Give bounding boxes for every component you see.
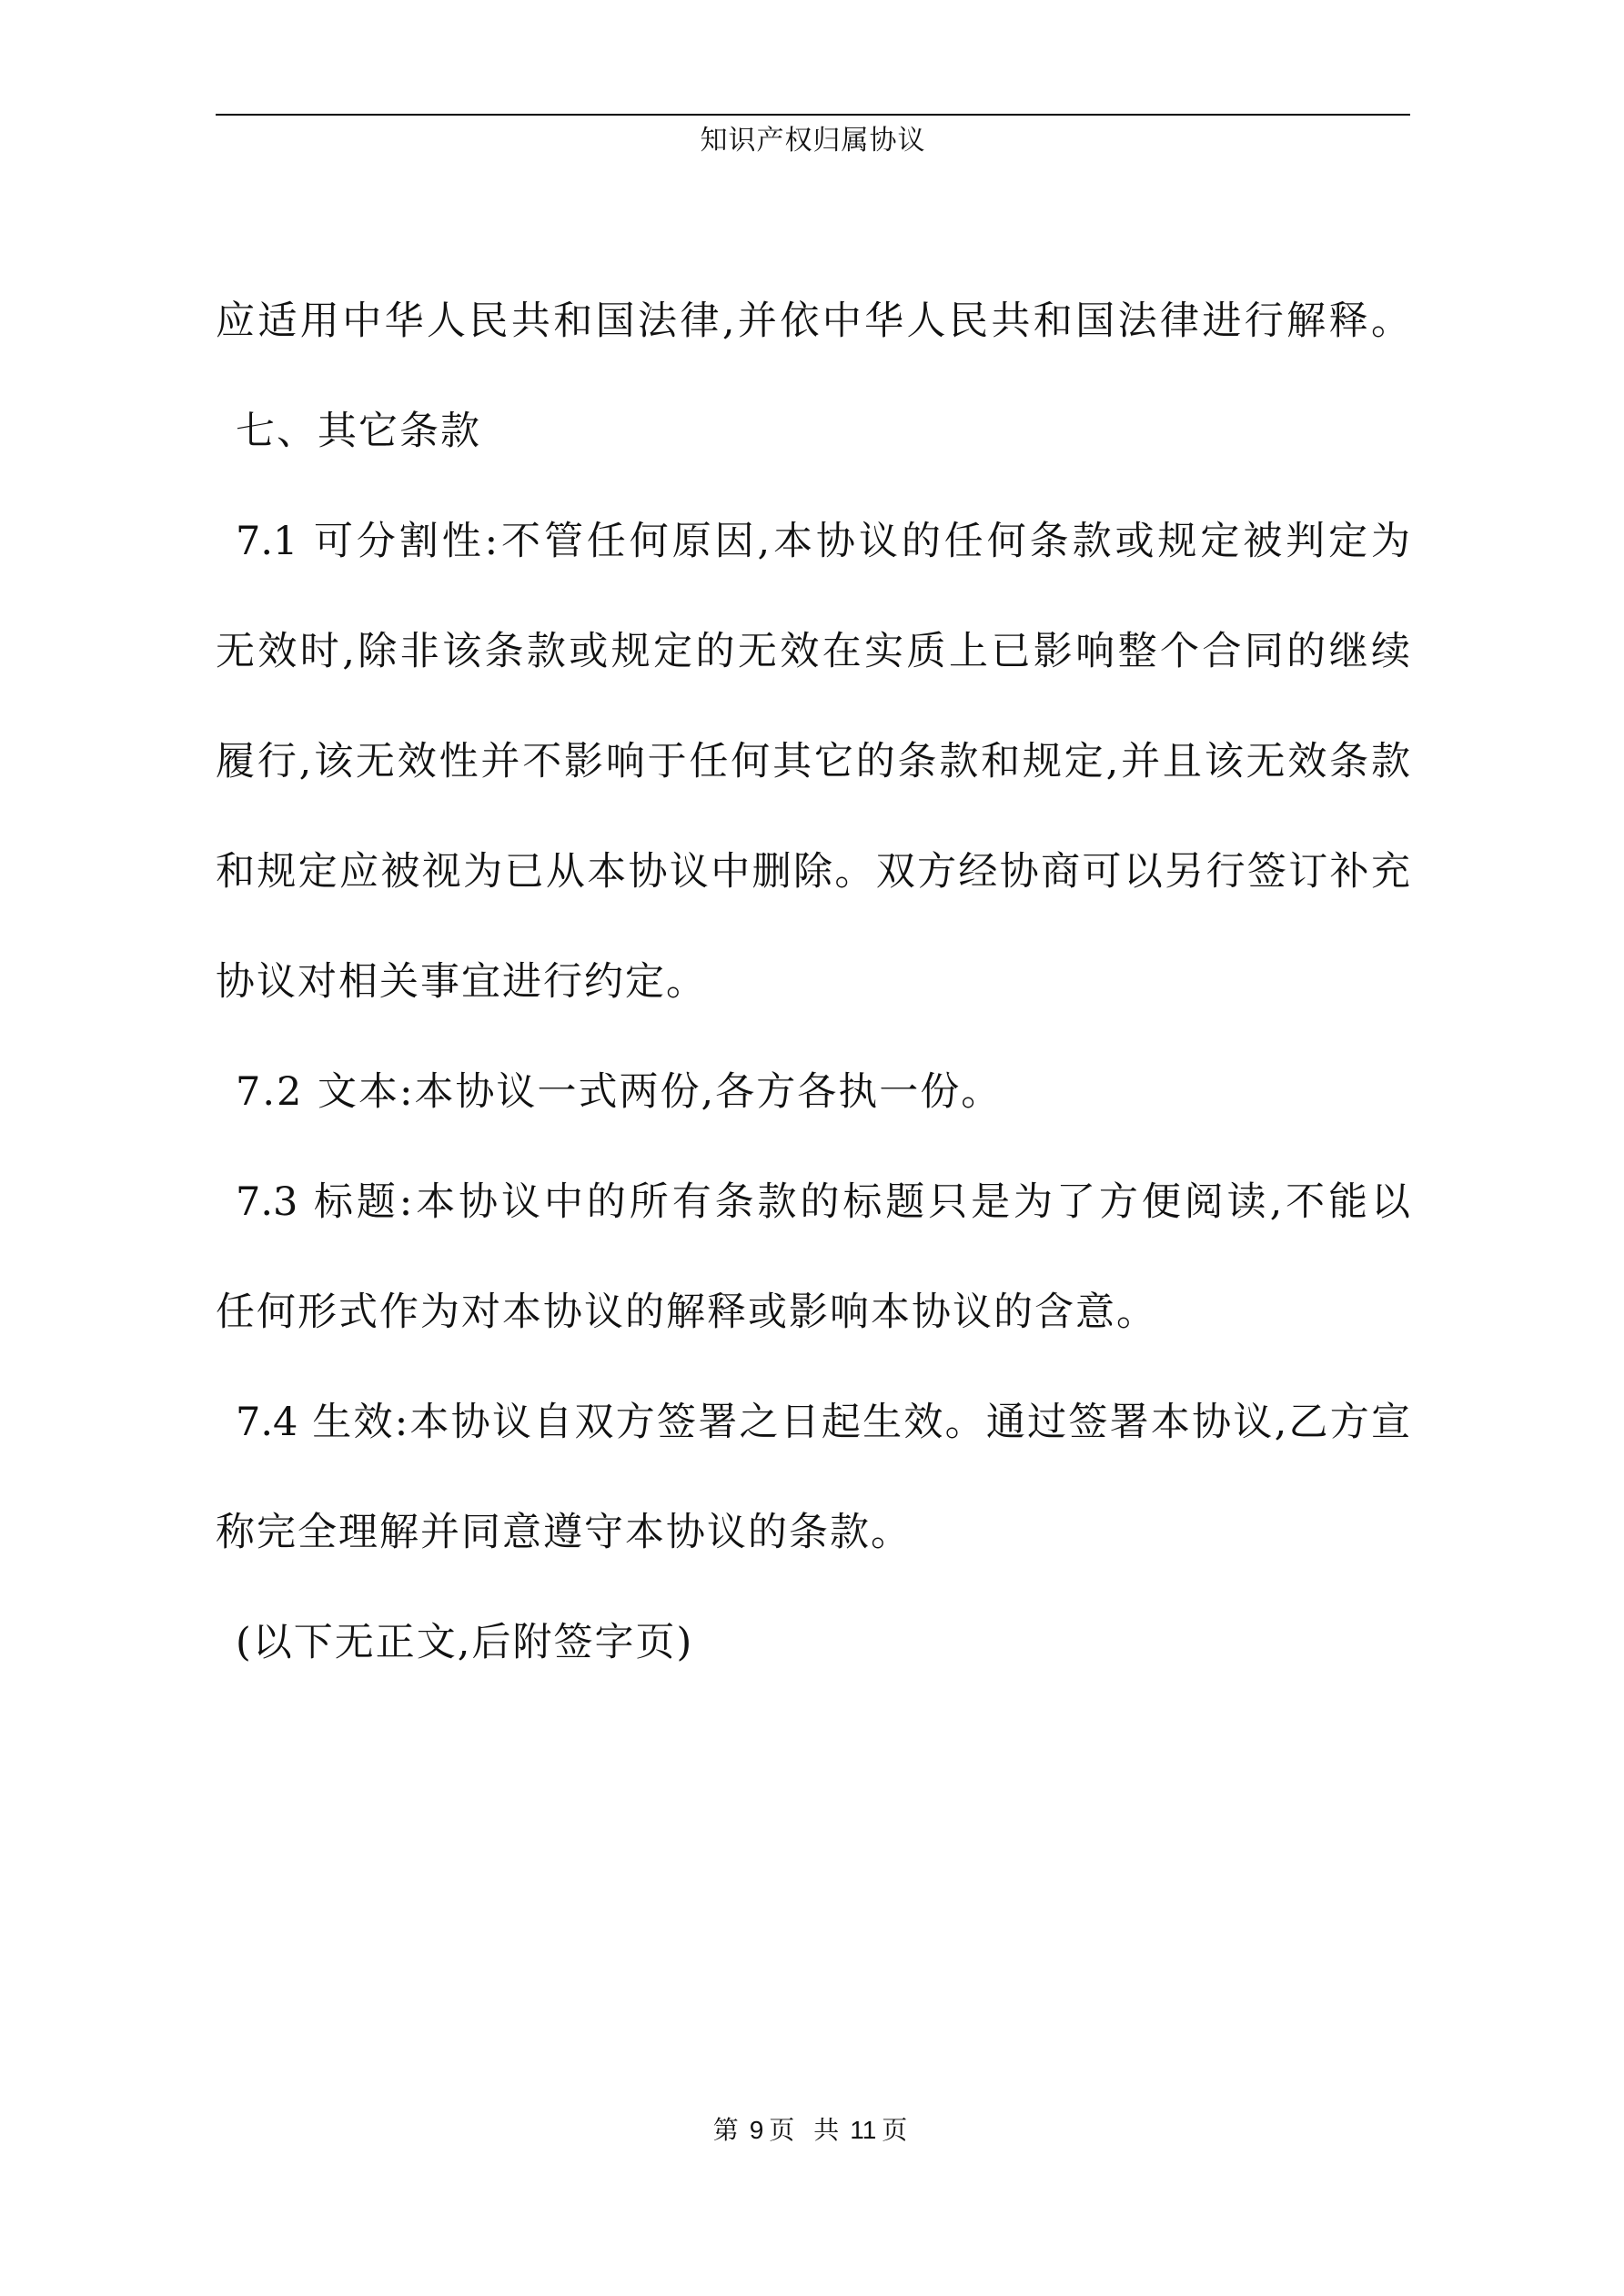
running-header-title: 知识产权归属协议 [700,125,926,157]
clause-7-4-line: 7.4 生效:本协议自双方签署之日起生效。通过签署本协议,乙方宣 [236,1400,1410,1445]
document-body [216,300,1410,1732]
page-mid: 页 共 [769,2115,845,2145]
clause-7-1-line: 无效时,除非该条款或规定的无效在实质上已影响整个合同的继续 [216,629,1410,674]
page-total-number: 11 [850,2116,877,2144]
clause-7-3-line: 任何形式作为对本协议的解释或影响本协议的含意。 [216,1290,1157,1335]
header-rule [216,114,1410,116]
clause-7-2-line: 7.2 文本:本协议一式两份,各方各执一份。 [236,1069,1003,1115]
page-suffix: 页 [882,2115,913,2145]
page-footer [216,2114,1410,2147]
page-prefix: 第 [712,2115,744,2145]
paragraph-line: 应适用中华人民共和国法律,并依中华人民共和国法律进行解释。 [216,298,1410,344]
clause-7-1-line: 7.1 可分割性:不管任何原因,本协议的任何条款或规定被判定为 [236,519,1410,564]
end-of-text-note: (以下无正文,后附签字页) [236,1620,694,1665]
page-current-number: 9 [749,2116,764,2144]
clause-7-1-line: 协议对相关事宜进行约定。 [216,959,707,1005]
clause-7-1-line: 履行,该无效性并不影响于任何其它的条款和规定,并且该无效条款 [216,739,1410,784]
clause-7-4-line: 称完全理解并同意遵守本协议的条款。 [216,1510,912,1555]
clause-7-1-line: 和规定应被视为已从本协议中删除。双方经协商可以另行签订补充 [216,849,1410,895]
section-heading: 七、其它条款 [236,409,481,454]
clause-7-3-line: 7.3 标题:本协议中的所有条款的标题只是为了方便阅读,不能以 [236,1179,1410,1225]
